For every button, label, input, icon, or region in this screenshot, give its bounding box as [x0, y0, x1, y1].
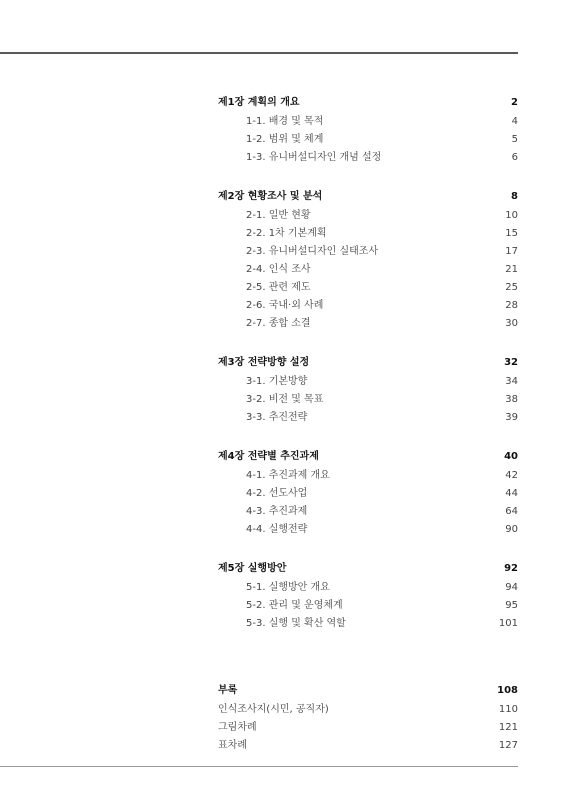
section-title: 3-2. 비전 및 목표	[246, 394, 324, 405]
toc-section-item[interactable]	[218, 373, 518, 391]
appendix-item[interactable]	[218, 737, 518, 755]
chapter-block	[218, 94, 518, 167]
toc-section-item[interactable]	[218, 279, 518, 297]
section-title: 4-4. 실행전략	[246, 524, 308, 535]
section-title: 5-3. 실행 및 확산 역할	[246, 618, 346, 629]
section-page: 15	[505, 228, 518, 239]
chapter-title: 제3장 전략방향 설정	[218, 357, 310, 368]
toc-section-item[interactable]	[218, 207, 518, 225]
chapter-heading[interactable]	[218, 448, 518, 467]
section-title: 4-2. 선도사업	[246, 488, 308, 499]
appendix-page: 108	[497, 685, 518, 696]
section-page: 34	[505, 376, 518, 387]
section-title: 5-2. 관리 및 운영체계	[246, 600, 343, 611]
section-page: 39	[505, 412, 518, 423]
toc-section-item[interactable]	[218, 261, 518, 279]
section-page: 28	[505, 300, 518, 311]
section-title: 1-1. 배경 및 목적	[246, 116, 324, 127]
toc-section-item[interactable]	[218, 597, 518, 615]
appendix-title: 부록	[218, 685, 238, 696]
appendix-section	[218, 682, 518, 755]
chapter-page: 2	[511, 97, 518, 108]
chapter-block	[218, 448, 518, 539]
toc-section-item[interactable]	[218, 243, 518, 261]
chapter-page: 40	[504, 451, 518, 462]
section-page: 42	[505, 470, 518, 481]
chapter-heading[interactable]	[218, 354, 518, 373]
toc-section-item[interactable]	[218, 467, 518, 485]
section-page: 5	[511, 134, 518, 145]
section-title: 4-3. 추진과제	[246, 506, 308, 517]
section-title: 4-1. 추진과제 개요	[246, 470, 330, 481]
chapter-title: 제5장 실행방안	[218, 563, 287, 574]
section-page: 44	[505, 488, 518, 499]
toc-section-item[interactable]	[218, 149, 518, 167]
section-page: 95	[505, 600, 518, 611]
section-page: 4	[511, 116, 518, 127]
appendix-item-title: 표차례	[218, 740, 247, 751]
section-title: 2-3. 유니버설디자인 실태조사	[246, 246, 379, 257]
chapter-title: 제4장 전략별 추진과제	[218, 451, 319, 462]
chapter-title: 제1장 계획의 개요	[218, 97, 300, 108]
chapter-page: 8	[511, 191, 518, 202]
toc-section-item[interactable]	[218, 409, 518, 427]
toc-section-item[interactable]	[218, 485, 518, 503]
toc-section-item[interactable]	[218, 391, 518, 409]
section-title: 3-3. 추진전략	[246, 412, 308, 423]
chapter-block	[218, 560, 518, 633]
section-page: 64	[505, 506, 518, 517]
section-title: 2-4. 인식 조사	[246, 264, 311, 275]
appendix-item-page: 127	[498, 740, 518, 751]
chapter-page: 92	[504, 563, 518, 574]
chapter-page: 32	[504, 357, 518, 368]
toc-section-item[interactable]	[218, 579, 518, 597]
toc-section-item[interactable]	[218, 315, 518, 333]
chapter-heading[interactable]	[218, 560, 518, 579]
chapter-heading[interactable]	[218, 94, 518, 113]
section-title: 1-2. 범위 및 체계	[246, 134, 324, 145]
appendix-item[interactable]	[218, 701, 518, 719]
appendix-heading[interactable]	[218, 682, 518, 701]
appendix-item-page: 121	[498, 722, 518, 733]
top-divider	[0, 52, 518, 54]
section-page: 38	[505, 394, 518, 405]
section-page: 30	[505, 318, 518, 329]
section-title: 2-6. 국내·외 사례	[246, 300, 324, 311]
section-title: 5-1. 실행방안 개요	[246, 582, 330, 593]
chapter-title: 제2장 현황조사 및 분석	[218, 191, 323, 202]
section-page: 21	[505, 264, 518, 275]
toc-section-item[interactable]	[218, 225, 518, 243]
section-title: 2-2. 1차 기본계획	[246, 228, 327, 239]
section-title: 2-1. 일반 현황	[246, 210, 311, 221]
section-page: 6	[511, 152, 518, 163]
table-of-contents	[218, 94, 518, 654]
chapter-block	[218, 354, 518, 427]
section-page: 25	[505, 282, 518, 293]
toc-section-item[interactable]	[218, 615, 518, 633]
appendix-item-title: 인식조사지(시민, 공직자)	[218, 704, 329, 715]
section-page: 101	[498, 618, 518, 629]
section-page: 10	[505, 210, 518, 221]
toc-section-item[interactable]	[218, 521, 518, 539]
section-page: 17	[505, 246, 518, 257]
chapter-heading[interactable]	[218, 188, 518, 207]
section-title: 2-7. 종합 소결	[246, 318, 311, 329]
chapter-block	[218, 188, 518, 333]
section-page: 94	[505, 582, 518, 593]
section-title: 3-1. 기본방향	[246, 376, 308, 387]
toc-section-item[interactable]	[218, 297, 518, 315]
appendix-item-page: 110	[498, 704, 518, 715]
appendix-item-title: 그림차례	[218, 722, 257, 733]
bottom-divider	[0, 766, 518, 767]
toc-section-item[interactable]	[218, 113, 518, 131]
appendix-item[interactable]	[218, 719, 518, 737]
section-title: 1-3. 유니버설디자인 개념 설정	[246, 152, 382, 163]
section-title: 2-5. 관련 제도	[246, 282, 311, 293]
section-page: 90	[505, 524, 518, 535]
toc-section-item[interactable]	[218, 503, 518, 521]
toc-section-item[interactable]	[218, 131, 518, 149]
